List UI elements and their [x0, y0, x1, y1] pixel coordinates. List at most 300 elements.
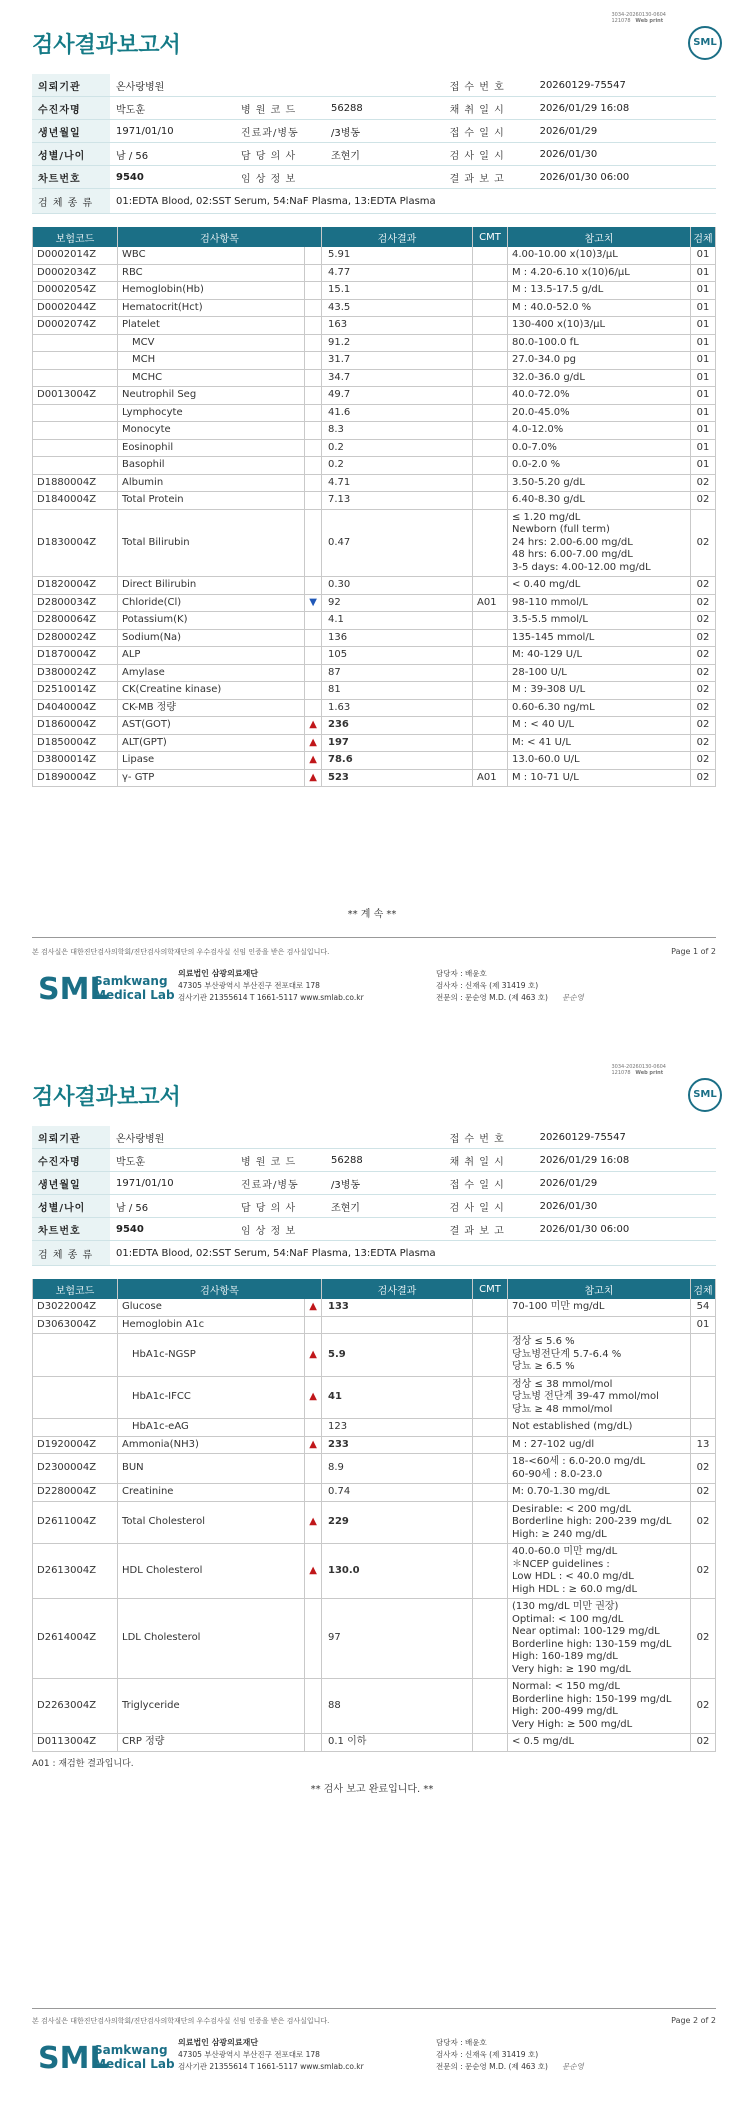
- table-row: [33, 1316, 716, 1334]
- reference-range: 0.60-6.30 ng/mL: [508, 699, 691, 717]
- insurance-code: D3800024Z: [33, 664, 118, 682]
- cmt-code: [473, 317, 508, 335]
- abnormal-flag: [305, 1501, 322, 1544]
- cmt-code: [473, 264, 508, 282]
- test-result: 105: [322, 647, 473, 665]
- reference-range: 정상 ≤ 38 mmol/mol 당뇨병 전단계 39-47 mmol/mol 당뇨 ≥ 48 mmol/mol: [508, 1376, 691, 1419]
- reference-range: 정상 ≤ 5.6 % 당뇨병전단계 5.7-6.4 % 당뇨 ≥ 6.5 %: [508, 1334, 691, 1377]
- reference-range: 40.0-72.0%: [508, 387, 691, 405]
- sml-logo: SML: [688, 1078, 722, 1112]
- table-row: [33, 1544, 716, 1599]
- cmt-code: [473, 1316, 508, 1334]
- table-row: [33, 752, 716, 770]
- insurance-code: D2800034Z: [33, 594, 118, 612]
- test-item: Sodium(Na): [118, 629, 305, 647]
- insurance-code: D0002014Z: [33, 247, 118, 264]
- test-item: Lymphocyte: [118, 404, 305, 422]
- abnormal-flag: [305, 1484, 322, 1502]
- cmt-code: [473, 457, 508, 475]
- test-result: 7.13: [322, 492, 473, 510]
- test-item: Eosinophil: [118, 439, 305, 457]
- cmt-code: [473, 422, 508, 440]
- specimen-code: 02: [691, 734, 716, 752]
- test-item: CK-MB 정량: [118, 699, 305, 717]
- sml-logo: SML: [688, 26, 722, 60]
- test-item: Amylase: [118, 664, 305, 682]
- results-table-page-1: 보험코드 검사항목 검사결과 CMT 참고치 검체 D0002014Z WBC 5.91 4.00-10.00 x(10)3/μL 01 D0002034Z RBC 4.77 M : 4.20-6.10 x(10)6/μL 01 D0002054Z Hemoglobin(Hb) 15.1 M : 13.5-17.5 g/dL 01 D0002044Z Hematocrit(Hct) 43.5 M : 40.0-52.0 % 01 D0002074Z Platelet 163 130-400 x(10)3/μL 01 MCV 91.2 80.0-100.0 fL 01 MCH 31.7 27.0-34.0 pg 01 MCHC 34.7 32.0-36.0 g/dL 01 D0013004Z Neutrophil Seg 49.7 40.0-72.0% 01 Lymphocyte 41.6 20.0-45.0% 01 Monocyte 8.3 4.0-12.0% 01 Eosinophil 0.2 0.0-7.0% 01 Basophil 0.2 0.0-2.0 % 01 D1880004Z Albumin 4.71 3.50-5.20 g/dL 02 D1840004Z Total Protein 7.13 6.40-8.30 g/dL 02 D1830004Z Total Bilirubin 0.47 ≤ 1.20 mg/dL Newborn (full term) 24 hrs: 2.00-6.00 mg/dL 48 hrs: 6.00-7.00 mg/dL 3-5 days: 4.00-12.00 mg/dL 02 D1820004Z Direct Bilirubin 0.30 < 0.40 mg/dL 02 D2800034Z Chloride(Cl) ▼ 92 A01 98-110 mmol/L 02 D2800064Z Potassium(K) 4.1 3.5-5.5 mmol/L 02 D2800024Z Sodium(Na) 136 135-145 mmol/L 02 D1870004Z ALP 105 M: 40-129 U/L 02 D3800024Z Amylase 87 28-100 U/L 02 D2510014Z CK(Creatine kinase) 81 M : 39-308 U/L 02 D4040004Z CK-MB 정량 1.63 0.60-6.30 ng/mL 02 D1860004Z AST(GOT) ▲ 236 M : < 40 U/L 02 D1850004Z ALT(GPT) ▲ 197 M: < 41 U/L 02 D3800014Z Lipase ▲ 78.6 13.0-60.0 U/L 02 D1890004Z γ- GTP ▲ 523 A01 M : 10-71 U/L 02: [32, 227, 716, 787]
- reference-range: 6.40-8.30 g/dL: [508, 492, 691, 510]
- lab-address: 의료법인 삼광의료재단 47305 부산광역시 부산진구 전포대로 178 검사기관 21355614 T 1661-5117 www.smlab.co.kr: [178, 969, 364, 1002]
- abnormal-flag: [305, 317, 322, 335]
- high-flag-icon: ▲: [309, 1301, 317, 1312]
- abnormal-flag: [305, 699, 322, 717]
- signatures: 담당자 : 배윤호 검사자 : 신재욱 (제 31419 호) 전문의 : 문순영 M.D. (제 463 호) 문순영: [436, 969, 584, 1002]
- high-flag-icon: ▲: [309, 719, 317, 730]
- specimen-code: 02: [691, 1484, 716, 1502]
- insurance-code: D2800064Z: [33, 612, 118, 630]
- reference-range: [508, 1316, 691, 1334]
- test-item: Monocyte: [118, 422, 305, 440]
- test-result: 49.7: [322, 387, 473, 405]
- abnormal-flag: [305, 734, 322, 752]
- test-item: Total Protein: [118, 492, 305, 510]
- specimen-code: 02: [691, 664, 716, 682]
- test-item: HbA1c-NGSP: [118, 1334, 305, 1377]
- specimen-code: 01: [691, 334, 716, 352]
- abnormal-flag: [305, 334, 322, 352]
- insurance-code: D4040004Z: [33, 699, 118, 717]
- insurance-code: D2510014Z: [33, 682, 118, 700]
- test-result: 4.71: [322, 474, 473, 492]
- table-row: [33, 1679, 716, 1734]
- table-row: [33, 247, 716, 264]
- test-item: γ- GTP: [118, 769, 305, 787]
- table-row: [33, 1299, 716, 1316]
- lab-address: 의료법인 삼광의료재단 47305 부산광역시 부산진구 전포대로 178 검사기관 21355614 T 1661-5117 www.smlab.co.kr: [178, 2038, 364, 2071]
- cmt-code: [473, 734, 508, 752]
- test-item: Chloride(Cl): [118, 594, 305, 612]
- abnormal-flag: [305, 752, 322, 770]
- test-result: 15.1: [322, 282, 473, 300]
- insurance-code: [33, 334, 118, 352]
- reference-range: 98-110 mmol/L: [508, 594, 691, 612]
- abnormal-flag: [305, 1544, 322, 1599]
- table-row: [33, 264, 716, 282]
- cmt-code: [473, 647, 508, 665]
- abnormal-flag: [305, 647, 322, 665]
- test-result: 78.6: [322, 752, 473, 770]
- cmt-code: [473, 577, 508, 595]
- insurance-code: D1880004Z: [33, 474, 118, 492]
- a01-note: A01 : 재검한 결과입니다.: [32, 1759, 134, 1769]
- specimen-code: 01: [691, 1316, 716, 1334]
- lab-name: Samkwang Medical Lab: [94, 2043, 175, 2071]
- cmt-code: [473, 247, 508, 264]
- cmt-code: [473, 1501, 508, 1544]
- abnormal-flag: [305, 404, 322, 422]
- test-item: WBC: [118, 247, 305, 264]
- test-item: Hemoglobin A1c: [118, 1316, 305, 1334]
- test-item: Platelet: [118, 317, 305, 335]
- cmt-code: [473, 629, 508, 647]
- specimen-code: 01: [691, 439, 716, 457]
- table-row: [33, 1484, 716, 1502]
- test-item: Lipase: [118, 752, 305, 770]
- reference-range: M : 39-308 U/L: [508, 682, 691, 700]
- test-item: MCH: [118, 352, 305, 370]
- specimen-code: 02: [691, 769, 716, 787]
- test-result: 233: [322, 1436, 473, 1454]
- table-row: [33, 282, 716, 300]
- abnormal-flag: [305, 387, 322, 405]
- insurance-code: D0002044Z: [33, 299, 118, 317]
- table-row: [33, 1454, 716, 1484]
- test-item: CK(Creatine kinase): [118, 682, 305, 700]
- table-row: [33, 352, 716, 370]
- table-row: [33, 474, 716, 492]
- cmt-code: [473, 1419, 508, 1437]
- insurance-code: D2613004Z: [33, 1544, 118, 1599]
- cmt-code: [473, 509, 508, 577]
- specimen-code: 01: [691, 299, 716, 317]
- test-item: Creatinine: [118, 1484, 305, 1502]
- cmt-code: [473, 752, 508, 770]
- table-row: [33, 1436, 716, 1454]
- sml-footer-logo: SML: [38, 2041, 109, 2076]
- test-result: 97: [322, 1599, 473, 1679]
- table-row: [33, 457, 716, 475]
- report-page-2: [0, 1052, 744, 2104]
- abnormal-flag: [305, 1334, 322, 1377]
- insurance-code: [33, 1376, 118, 1419]
- insurance-code: D1830004Z: [33, 509, 118, 577]
- cmt-code: [473, 1334, 508, 1377]
- abnormal-flag: [305, 509, 322, 577]
- table-row: [33, 769, 716, 787]
- insurance-code: D1870004Z: [33, 647, 118, 665]
- specimen-code: 02: [691, 1454, 716, 1484]
- insurance-code: D0113004Z: [33, 1734, 118, 1752]
- sml-footer-logo: SML: [38, 972, 109, 1007]
- cmt-code: [473, 492, 508, 510]
- specimen-code: 02: [691, 647, 716, 665]
- insurance-code: D0002034Z: [33, 264, 118, 282]
- specimen-code: 02: [691, 1599, 716, 1679]
- high-flag-icon: ▲: [309, 1391, 317, 1402]
- specimen-code: [691, 1334, 716, 1377]
- table-row: [33, 299, 716, 317]
- table-row: [33, 369, 716, 387]
- insurance-code: [33, 439, 118, 457]
- cmt-code: [473, 1484, 508, 1502]
- reference-range: M: 0.70-1.30 mg/dL: [508, 1484, 691, 1502]
- reference-range: 4.0-12.0%: [508, 422, 691, 440]
- abnormal-flag: [305, 1679, 322, 1734]
- test-result: 4.1: [322, 612, 473, 630]
- test-item: Hematocrit(Hct): [118, 299, 305, 317]
- cmt-code: [473, 299, 508, 317]
- abnormal-flag: [305, 352, 322, 370]
- specimen-code: 02: [691, 752, 716, 770]
- cmt-code: [473, 352, 508, 370]
- high-flag-icon: ▲: [309, 1564, 317, 1576]
- table-row: [33, 439, 716, 457]
- test-item: Neutrophil Seg: [118, 387, 305, 405]
- insurance-code: D3800014Z: [33, 752, 118, 770]
- high-flag-icon: ▲: [309, 754, 317, 765]
- test-item: Potassium(K): [118, 612, 305, 630]
- insurance-code: D3063004Z: [33, 1316, 118, 1334]
- test-result: 8.3: [322, 422, 473, 440]
- test-item: HbA1c-IFCC: [118, 1376, 305, 1419]
- specimen-code: 01: [691, 457, 716, 475]
- cmt-code: [473, 387, 508, 405]
- reference-range: < 0.5 mg/dL: [508, 1734, 691, 1752]
- abnormal-flag: [305, 1599, 322, 1679]
- specimen-code: 01: [691, 404, 716, 422]
- reference-range: < 0.40 mg/dL: [508, 577, 691, 595]
- table-row: [33, 699, 716, 717]
- test-result: 41: [322, 1376, 473, 1419]
- abnormal-flag: [305, 422, 322, 440]
- page-number: Page 1 of 2: [671, 947, 716, 956]
- reference-range: M : 27-102 ug/dl: [508, 1436, 691, 1454]
- reference-range: 4.00-10.00 x(10)3/μL: [508, 247, 691, 264]
- certification-note: 본 검사실은 대한진단검사의학회/진단검사의학재단의 우수검사실 신임 인증을 받은 검사실입니다.: [32, 948, 330, 956]
- insurance-code: D2614004Z: [33, 1599, 118, 1679]
- insurance-code: D0002054Z: [33, 282, 118, 300]
- reference-range: 32.0-36.0 g/dL: [508, 369, 691, 387]
- abnormal-flag: [305, 264, 322, 282]
- insurance-code: [33, 1419, 118, 1437]
- report-title: 검사결과보고서: [32, 1085, 181, 1110]
- test-result: [322, 1316, 473, 1334]
- abnormal-flag: [305, 1299, 322, 1316]
- test-item: ALT(GPT): [118, 734, 305, 752]
- reference-range: 13.0-60.0 U/L: [508, 752, 691, 770]
- test-item: Ammonia(NH3): [118, 1436, 305, 1454]
- test-result: 87: [322, 664, 473, 682]
- specimen-code: 02: [691, 474, 716, 492]
- test-result: 5.9: [322, 1334, 473, 1377]
- specimen-code: 02: [691, 594, 716, 612]
- reference-range: M: < 41 U/L: [508, 734, 691, 752]
- test-item: Triglyceride: [118, 1679, 305, 1734]
- abnormal-flag: [305, 629, 322, 647]
- specimen-code: 01: [691, 422, 716, 440]
- abnormal-flag: [305, 1454, 322, 1484]
- reference-range: Not established (mg/dL): [508, 1419, 691, 1437]
- print-code: 3034-20260130-0604 121078 Web print: [611, 1064, 666, 1076]
- abnormal-flag: [305, 769, 322, 787]
- specimen-code: 54: [691, 1299, 716, 1316]
- insurance-code: [33, 422, 118, 440]
- cmt-code: [473, 1599, 508, 1679]
- specimen-code: 01: [691, 247, 716, 264]
- test-item: Total Cholesterol: [118, 1501, 305, 1544]
- abnormal-flag: [305, 282, 322, 300]
- test-result: 163: [322, 317, 473, 335]
- reference-range: 27.0-34.0 pg: [508, 352, 691, 370]
- test-result: 0.2: [322, 439, 473, 457]
- insurance-code: D1890004Z: [33, 769, 118, 787]
- table-row: [33, 317, 716, 335]
- test-item: Basophil: [118, 457, 305, 475]
- test-result: 229: [322, 1501, 473, 1544]
- specimen-code: 02: [691, 612, 716, 630]
- table-row: [33, 1334, 716, 1377]
- test-result: 0.2: [322, 457, 473, 475]
- test-result: 0.74: [322, 1484, 473, 1502]
- specimen-code: 02: [691, 1734, 716, 1752]
- abnormal-flag: [305, 439, 322, 457]
- reference-range: 18-<60세 : 6.0-20.0 mg/dL 60-90세 : 8.0-23.0: [508, 1454, 691, 1484]
- print-code: 3034-20260130-0604 121078 Web print: [611, 12, 666, 24]
- results-table-page-2: 보험코드 검사항목 검사결과 CMT 참고치 검체 D3022004Z Glucose ▲ 133 70-100 미만 mg/dL 54 D3063004Z Hemoglobin A1c 01 HbA1c-NGSP ▲ 5.9 정상 ≤ 5.6 % 당뇨병전단계 5.7-6.4 % 당뇨 ≥ 6.5 % HbA1c-IFCC ▲ 41 정상 ≤ 38 mmol/mol 당뇨병 전단계 39-47 mmol/mol 당뇨 ≥ 48 mmol/mol HbA1c-eAG 123 Not established (mg/dL) D1920004Z Ammonia(NH3) ▲ 233 M : 27-102 ug/dl 13 D2300004Z BUN 8.9 18-<60세 : 6.0-20.0 mg/dL 60-90세 : 8.0-23.0 02 D2280004Z Creatinine 0.74 M: 0.70-1.30 mg/dL 02 D2611004Z Total Cholesterol ▲ 229 Desirable: < 200 mg/dL Borderline high: 200-239 mg/dL High: ≥ 240 mg/dL 02 D2613004Z HDL Cholesterol ▲ 130.0 40.0-60.0 미만 mg/dL ＊NCEP guidelines : Low HDL : < 40.0 mg/dL High HDL : ≥ 60.0 mg/dL 02 D2614004Z LDL Cholesterol 97 (130 mg/dL 미만 권장) Optimal: < 100 mg/dL Near optimal: 100-129 mg/dL Borderline high: 130-159 mg/dL High: 160-189 mg/dL Very high: ≥ 190 mg/dL 02 D2263004Z Triglyceride 88 Normal: < 150 mg/dL Borderline high: 150-199 mg/dL High: 200-499 mg/dL Very High: ≥ 500 mg/dL 02 D0113004Z CRP 정량 0.1 이하 < 0.5 mg/dL 02: [32, 1279, 716, 1752]
- abnormal-flag: [305, 492, 322, 510]
- high-flag-icon: ▲: [309, 1438, 317, 1450]
- reference-range: 3.50-5.20 g/dL: [508, 474, 691, 492]
- test-result: 41.6: [322, 404, 473, 422]
- test-result: 130.0: [322, 1544, 473, 1599]
- table-row: [33, 664, 716, 682]
- lab-footer: [32, 966, 716, 1016]
- abnormal-flag: [305, 717, 322, 735]
- continued-text: ** 계 속 **: [347, 909, 397, 920]
- test-result: 92: [322, 594, 473, 612]
- table-row: [33, 734, 716, 752]
- insurance-code: D1920004Z: [33, 1436, 118, 1454]
- patient-info-table: 의뢰기관 온사랑병원 접 수 번 호 20260129-75547 수진자명 박도훈 병 원 코 드 56288 채 취 일 시 2026/01/29 16:08 생년월일 1971/01/10 진료과/병동 /3병동 접 수 일 시 2026/01/29 성별/나이 남 / 56 담 당 의 사 조현기 검 사 일 시 2026/01/30 차트번호 9540 임 상 정 보 결 과 보 고 2026/01/30 06:00 검 체 종 류 01:EDTA Blood, 02:SST Serum, 54:NaF Plasma, 13:EDTA Plasma: [32, 74, 716, 214]
- cmt-code: A01: [473, 594, 508, 612]
- test-item: Direct Bilirubin: [118, 577, 305, 595]
- high-flag-icon: ▲: [309, 771, 317, 783]
- reference-range: 3.5-5.5 mmol/L: [508, 612, 691, 630]
- cmt-code: [473, 369, 508, 387]
- lab-footer: [32, 2035, 716, 2085]
- specimen-code: 02: [691, 629, 716, 647]
- high-flag-icon: ▲: [309, 1348, 317, 1360]
- table-row: [33, 1734, 716, 1752]
- insurance-code: D2263004Z: [33, 1679, 118, 1734]
- specimen-code: 02: [691, 1501, 716, 1544]
- test-result: 133: [322, 1299, 473, 1316]
- test-result: 136: [322, 629, 473, 647]
- test-item: BUN: [118, 1454, 305, 1484]
- specimen-code: 02: [691, 699, 716, 717]
- specimen-code: 02: [691, 682, 716, 700]
- reference-range: 80.0-100.0 fL: [508, 334, 691, 352]
- test-item: HDL Cholesterol: [118, 1544, 305, 1599]
- cmt-code: [473, 612, 508, 630]
- specimen-code: 02: [691, 509, 716, 577]
- reference-range: 0.0-7.0%: [508, 439, 691, 457]
- specimen-code: 01: [691, 264, 716, 282]
- table-row: [33, 682, 716, 700]
- table-row: [33, 612, 716, 630]
- specimen-code: 02: [691, 1544, 716, 1599]
- lab-name: Samkwang Medical Lab: [94, 974, 175, 1002]
- table-row: [33, 1599, 716, 1679]
- cmt-code: [473, 682, 508, 700]
- abnormal-flag: [305, 247, 322, 264]
- cmt-code: [473, 334, 508, 352]
- cmt-code: [473, 664, 508, 682]
- test-result: 0.30: [322, 577, 473, 595]
- reference-range: 28-100 U/L: [508, 664, 691, 682]
- specimen-code: 02: [691, 577, 716, 595]
- cmt-code: [473, 282, 508, 300]
- test-item: Glucose: [118, 1299, 305, 1316]
- specimen-code: 02: [691, 1679, 716, 1734]
- abnormal-flag: [305, 474, 322, 492]
- reference-range: M : 13.5-17.5 g/dL: [508, 282, 691, 300]
- specimen-code: 01: [691, 317, 716, 335]
- specimen-code: [691, 1376, 716, 1419]
- signature: 문순영: [561, 2062, 584, 2071]
- cmt-code: [473, 1544, 508, 1599]
- cmt-code: [473, 439, 508, 457]
- cmt-code: [473, 1454, 508, 1484]
- insurance-code: D1820004Z: [33, 577, 118, 595]
- cmt-code: [473, 717, 508, 735]
- high-flag-icon: ▲: [309, 1516, 317, 1527]
- reference-range: 40.0-60.0 미만 mg/dL ＊NCEP guidelines : Low HDL : < 40.0 mg/dL High HDL : ≥ 60.0 mg/dL: [508, 1544, 691, 1599]
- test-result: 4.77: [322, 264, 473, 282]
- abnormal-flag: [305, 1734, 322, 1752]
- specimen-code: [691, 1419, 716, 1437]
- specimen-code: 01: [691, 369, 716, 387]
- insurance-code: [33, 404, 118, 422]
- reference-range: ≤ 1.20 mg/dL Newborn (full term) 24 hrs: 2.00-6.00 mg/dL 48 hrs: 6.00-7.00 mg/dL 3-5 days: 4.00-12.00 mg/dL: [508, 509, 691, 577]
- specimen-code: 01: [691, 282, 716, 300]
- cmt-code: [473, 474, 508, 492]
- reference-range: 20.0-45.0%: [508, 404, 691, 422]
- insurance-code: [33, 457, 118, 475]
- table-row: [33, 1376, 716, 1419]
- reference-range: M : 40.0-52.0 %: [508, 299, 691, 317]
- test-item: HbA1c-eAG: [118, 1419, 305, 1437]
- abnormal-flag: [305, 299, 322, 317]
- cmt-code: A01: [473, 769, 508, 787]
- test-result: 236: [322, 717, 473, 735]
- reference-range: (130 mg/dL 미만 권장) Optimal: < 100 mg/dL Near optimal: 100-129 mg/dL Borderline high: 130-159 mg/dL High: 160-189 mg/dL Very high: ≥ 190 mg/dL: [508, 1599, 691, 1679]
- test-result: 31.7: [322, 352, 473, 370]
- report-title: 검사결과보고서: [32, 33, 181, 58]
- insurance-code: D1840004Z: [33, 492, 118, 510]
- page-number: Page 2 of 2: [671, 2016, 716, 2025]
- reference-range: M: 40-129 U/L: [508, 647, 691, 665]
- insurance-code: D2280004Z: [33, 1484, 118, 1502]
- insurance-code: D2800024Z: [33, 629, 118, 647]
- abnormal-flag: [305, 577, 322, 595]
- abnormal-flag: [305, 594, 322, 612]
- test-result: 81: [322, 682, 473, 700]
- reference-range: 135-145 mmol/L: [508, 629, 691, 647]
- table-row: [33, 334, 716, 352]
- reference-range: 130-400 x(10)3/μL: [508, 317, 691, 335]
- test-result: 0.47: [322, 509, 473, 577]
- insurance-code: D0002074Z: [33, 317, 118, 335]
- test-item: Total Bilirubin: [118, 509, 305, 577]
- insurance-code: D0013004Z: [33, 387, 118, 405]
- test-item: MCHC: [118, 369, 305, 387]
- insurance-code: D2300004Z: [33, 1454, 118, 1484]
- table-row: [33, 1419, 716, 1437]
- test-result: 34.7: [322, 369, 473, 387]
- test-result: 88: [322, 1679, 473, 1734]
- table-row: [33, 577, 716, 595]
